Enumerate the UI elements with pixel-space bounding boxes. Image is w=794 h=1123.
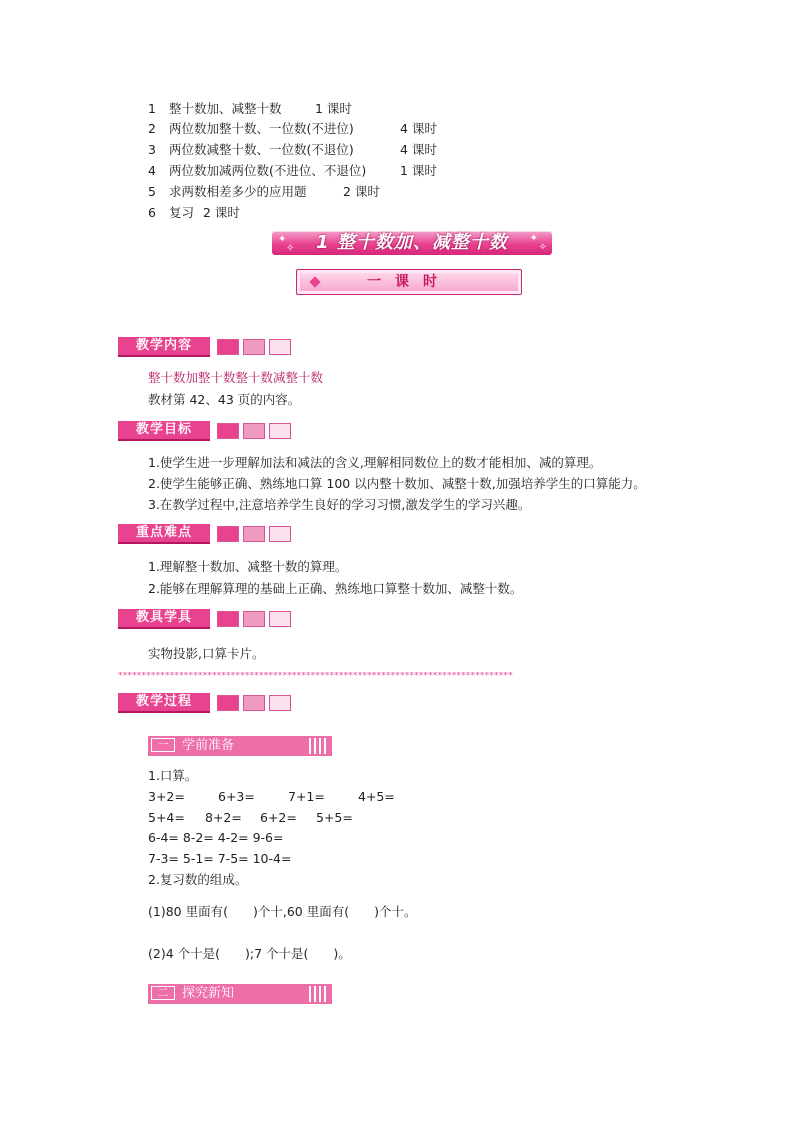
deco-square: [243, 611, 265, 627]
subheader-preparation: [148, 736, 332, 756]
goal-line: 3.在教学过程中,注意培养学生良好的学习习惯,激发学生的学习兴趣。: [148, 497, 531, 512]
calc-cell: 5+5=: [316, 810, 353, 825]
goal-line: 1.使学生进一步理解加法和减法的含义,理解相同数位上的数才能相加、减的算理。: [148, 455, 602, 470]
deco-square: [269, 423, 291, 439]
unit-hours: 1 课时: [315, 101, 352, 116]
unit-hours: 1 课时: [400, 163, 437, 178]
calc-cell: 6+2=: [260, 810, 297, 825]
deco-square: [217, 695, 239, 711]
goal-line: 2.使学生能够正确、熟练地口算 100 以内整十数加、减整十数,加强培养学生的口算能力。: [148, 476, 646, 491]
section-label: 教学过程: [118, 693, 210, 713]
key-point-line: 1.理解整十数加、减整十数的算理。: [148, 559, 348, 574]
deco-square: [217, 526, 239, 542]
subheader-label: 探究新知: [182, 986, 235, 1001]
unit-row: [148, 203, 468, 223]
deco-square: [269, 695, 291, 711]
star-separator: ************************************************************************************: [118, 672, 513, 680]
deco-square: [269, 611, 291, 627]
question-line: (2)4 个十是( );7 个十是( )。: [148, 946, 351, 961]
deco-square: [243, 526, 265, 542]
lesson-badge: [296, 269, 522, 295]
exercise-item: 1.口算。: [148, 768, 198, 783]
unit-number: 1: [148, 101, 156, 116]
star-icon: ✧: [286, 243, 295, 254]
chapter-banner: [272, 231, 552, 255]
deco-square: [217, 339, 239, 355]
exercise-item: 2.复习数的组成。: [148, 872, 248, 887]
subheader-label: 学前准备: [182, 738, 235, 753]
unit-number: 2: [148, 121, 156, 136]
key-point-line: 2.能够在理解算理的基础上正确、熟练地口算整十数加、减整十数。: [148, 581, 523, 596]
subheader-explore: [148, 984, 332, 1004]
deco-square: [217, 423, 239, 439]
unit-title: 复习: [169, 205, 195, 220]
deco-square: [269, 339, 291, 355]
unit-number: 6: [148, 205, 156, 220]
content-line: 教材第 42、43 页的内容。: [148, 392, 301, 407]
deco-square: [217, 611, 239, 627]
star-icon: ✦: [529, 233, 538, 244]
unit-row: [148, 140, 468, 160]
section-label: 教学目标: [118, 421, 210, 441]
subheader-number: 二: [151, 986, 175, 1000]
deco-square: [243, 339, 265, 355]
unit-number: 5: [148, 184, 156, 199]
calc-cell: 5+4=: [148, 810, 185, 825]
bars-decoration: [309, 738, 329, 754]
unit-title: 两位数加减两位数(不进位、不退位): [169, 163, 367, 178]
section-label: 重点难点: [118, 524, 210, 544]
unit-title: 两位数减整十数、一位数(不退位): [169, 142, 354, 157]
unit-row: [148, 119, 468, 139]
subheader-number: 一: [151, 738, 175, 752]
calc-row: 6-4= 8-2= 4-2= 9-6=: [148, 830, 284, 845]
calc-cell: 7+1=: [288, 789, 325, 804]
unit-hours: 2 课时: [343, 184, 380, 199]
unit-title: 两位数加整十数、一位数(不进位): [169, 121, 354, 136]
bars-decoration: [309, 986, 329, 1002]
star-icon: ✦: [278, 234, 287, 245]
calc-row: 7-3= 5-1= 7-5= 10-4=: [148, 851, 292, 866]
section-label: 教学内容: [118, 337, 210, 357]
calc-cell: 4+5=: [358, 789, 395, 804]
lesson-title: 一课时: [367, 274, 451, 290]
section-label: 教具学具: [118, 609, 210, 629]
deco-square: [243, 423, 265, 439]
chapter-title: 1 整十数加、减整十数: [316, 232, 508, 253]
star-icon: ✧: [538, 242, 547, 253]
unit-hours: 2 课时: [203, 205, 240, 220]
content-line: 整十数加整十数整十数减整十数: [148, 370, 324, 385]
unit-row: [148, 161, 468, 181]
calc-cell: 6+3=: [218, 789, 255, 804]
unit-title: 求两数相差多少的应用题: [169, 184, 307, 199]
unit-row: [148, 182, 468, 202]
calc-cell: 8+2=: [205, 810, 242, 825]
unit-title: 整十数加、减整十数: [169, 101, 282, 116]
unit-number: 3: [148, 142, 156, 157]
question-line: (1)80 里面有( )个十,60 里面有( )个十。: [148, 904, 417, 919]
deco-square: [243, 695, 265, 711]
calc-cell: 3+2=: [148, 789, 185, 804]
unit-hours: 4 课时: [400, 142, 437, 157]
deco-square: [269, 526, 291, 542]
unit-number: 4: [148, 163, 156, 178]
tools-line: 实物投影,口算卡片。: [148, 646, 265, 661]
unit-row: [148, 99, 468, 119]
unit-hours: 4 课时: [400, 121, 437, 136]
